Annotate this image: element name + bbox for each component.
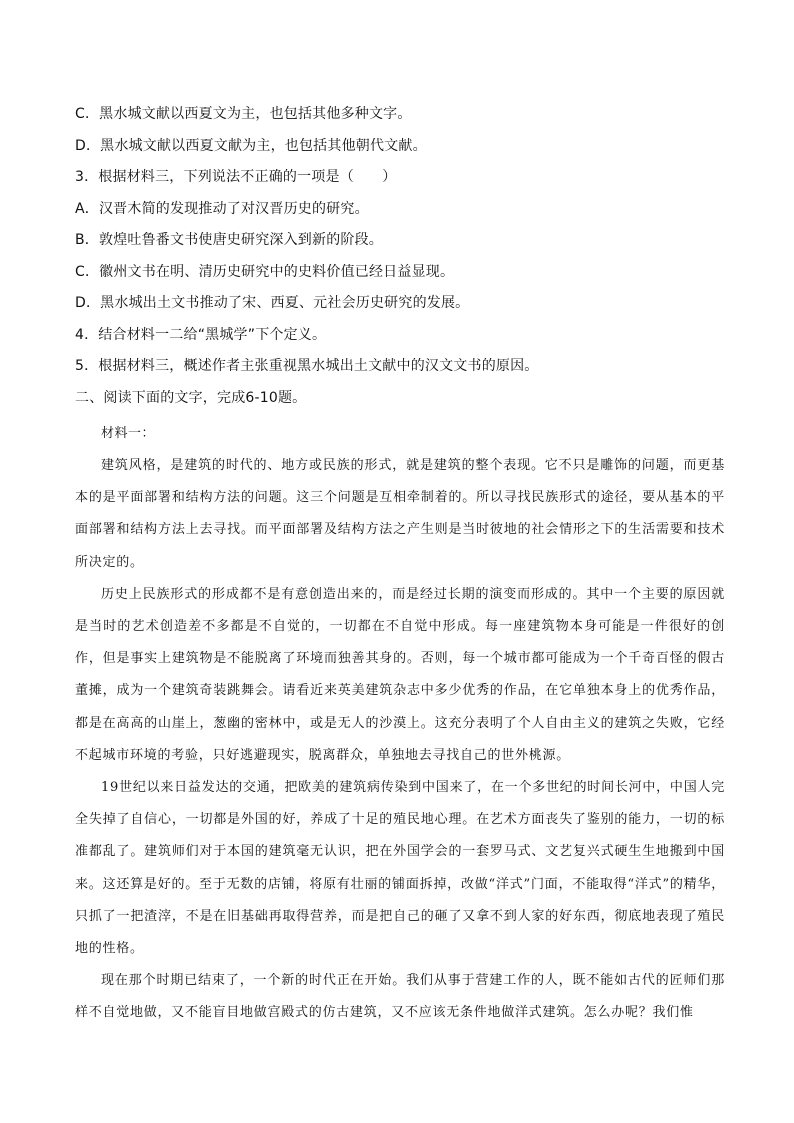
- paragraph-1: 建筑风格，是建筑的时代的、地方或民族的形式，就是建筑的整个表现。它不只是雕饰的问题，而更基本的是平面部署和结构方法的问题。这三个问题是互相牵制着的。所以寻找民族形式的途径，要从基本的平面部署和结构方法上去寻找。而平面部署及结构方法之产生则是当时彼地的社会情形之下的生活需要和技术所决定的。: [75, 458, 725, 570]
- question-3-stem: 3．根据材料三，下列说法不正确的一项是（ ）: [75, 169, 397, 185]
- option-c-prev: C．黑水城文献以西夏文为主，也包括其他多种文字。: [75, 106, 412, 122]
- question-block: [75, 99, 735, 414]
- question-3-option-b: B．敦煌吐鲁番文书使唐史研究深入到新的阶段。: [75, 232, 384, 248]
- question-3-option-a: A．汉晋木简的发现推动了对汉晋历史的研究。: [75, 200, 369, 217]
- question-3-option-c: C．徽州文书在明、清历史研究中的史料价值已经日益显现。: [75, 263, 455, 280]
- option-d-prev: D．黑水城文献以西夏文献为主，也包括其他朝代文献。: [75, 137, 427, 154]
- question-5: 5．根据材料三，概述作者主张重视黑水城出土文献中的汉文文书的原因。: [75, 358, 539, 374]
- question-3-option-d: D．黑水城出土文书推动了宋、西夏、元社会历史研究的发展。: [75, 295, 470, 311]
- material-label: 材料一：: [101, 426, 156, 441]
- section-2-heading: 二、阅读下面的文字，完成6-10题。: [75, 389, 307, 406]
- question-4: 4．结合材料一二给“黑城学”下个定义。: [75, 326, 327, 343]
- paragraph-4: 现在那个时期已结束了，一个新的时代正在开始。我们从事于营建工作的人，既不能如古代的匠师们那样不自觉地做，又不能盲目地做宫殿式的仿古建筑，又不应该无条件地做洋式建筑。怎么办呢？我们惟: [75, 973, 725, 1021]
- reading-passage: [75, 418, 725, 1030]
- paragraph-2: 历史上民族形式的形成都不是有意创造出来的，而是经过长期的演变而形成的。其中一个主要的原因就是当时的艺术创造差不多都是不自觉的，一切都在不自觉中形成。每一座建筑物本身可能是一件很好的创作，但是事实上建筑物是不能脱离了环境而独善其身的。否则，每一个城市都可能成为一个千奇百怪的假古董摊，成为一个建筑奇装跳舞会。请看近来英美建筑杂志中多少优秀的作品，在它单独本身上的优秀作品，都是在高高的山崖上，葱幽的密林中，或是无人的沙漠上。这充分表明了个人自由主义的建筑之失败，它经不起城市环境的考验，只好逃避现实，脱离群众，单独地去寻找自己的世外桃源。: [75, 586, 725, 763]
- paragraph-3: 19世纪以来日益发达的交通，把欧美的建筑病传染到中国来了，在一个多世纪的时间长河中，中国人完全失掉了自信心，一切都是外国的好，养成了十足的殖民地心理。在艺术方面丧失了鉴别的能力，一切的标准都乱了。建筑师们对于本国的建筑毫无认识，把在外国学会的一套罗马式、文艺复兴式硬生生地搬到中国来。这还算是好的。至于无数的店铺，将原有壮丽的铺面拆掉，改做“洋式”门面，不能取得“洋式”的精华，只抓了一把渣滓，不是在旧基础再取得营养，而是把自己的砸了又拿不到人家的好东西，彻底地表现了殖民地的性格。: [75, 780, 725, 957]
